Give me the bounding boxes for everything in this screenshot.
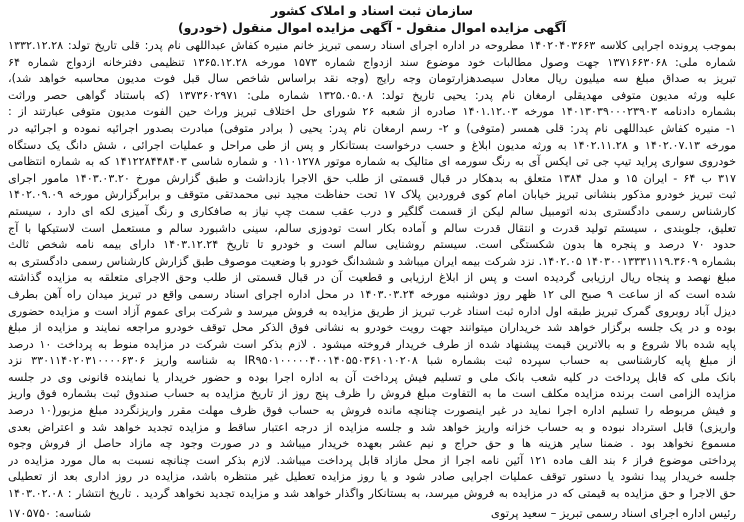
- body-line: مورخه ۱۴۰۲.۰۷.۱۳ و ۱۴۰۲.۱۱.۲۸ به ورثه مدیون ابلاغ و حسب درخواست بستانکار و پس از طی مراحل و عملیات اجرائی ، شش دانگ یک دستگاه: [8, 138, 736, 152]
- notice-footer: [8, 505, 736, 522]
- body-line: کارشناس رسمی دادگستری بدنه اتومبیل سالم لیکن از قسمت گلگیر و درب عقب سمت چپ نیاز به صافکاری و رنگ آمیزی لکه ای دارد ، سیستم: [8, 204, 736, 218]
- body-line: شماره ملی: ۱۳۷۱۶۶۳۰۶۸ جهت وصول مطالبات خود موضوع سند ازدواج شماره ۱۵۷۳ مورخه ۱۳۶۵.۱۲.۲۸ تنظیمی دفترخانه ازدواج شماره ۶۴: [8, 55, 736, 69]
- body-line: ۳۱۷ ب ۶۴ - ایران ۱۵ و مدل ۱۳۸۴ متعلق به بدهکار در قبال قسمتی از طلب حق الاجرا بازداشت و طبق گزارش مورخ ۱۴۰۳.۰۳.۲۰ مامور اجرای: [8, 171, 736, 185]
- notice-id: شناسه: ۱۷۰۵۷۵۰: [8, 505, 92, 520]
- body-line: بانک ملی که قابل پرداخت در کلیه شعب بانک ملی و تسلیم فیش پرداخت آن به اداره اجرا بوده و حضور خریدار یا نماینده قانونی وی در جلسه: [8, 370, 736, 384]
- body-line: بشماره دادنامه ۱۴۰۱۳۰۳۹۰۰۰۲۳۹۰۳ مورخه ۱۴۰۱.۱۲.۰۳ صادره از شعبه ۲۶ شورای حل اختلاف تبریز وراث حین الفوت مدیون متوفی عبارتند از :: [8, 105, 736, 119]
- body-line: مسموع نخواهد بود . ضمنا سایر هزینه ها و حق حراج و نیم عشر بعهده خریدار میباشد و در صورت وجود چه مازاد حاصل از فروش وجوه: [8, 437, 736, 451]
- body-line: و فیش مربوطه را تسلیم اداره اجرا نماید در غیر اینصورت چنانچه مانده فروش به حساب فوق ظرف مهلت مقرر واریزنگردد مبلغ مزبور(۱۰ درصد: [8, 404, 736, 418]
- body-line: پایه شده بالا شروع و به بالاترین قیمت پیشنهاد شده از طرف خریدار فروخته میشود . لازم بذکر است شرکت در مزایده منوط به پرداخت ۱۰ درصد: [8, 337, 736, 351]
- body-line: مبلغ نهصد و پنجاه ریال ارزیابی گردیده است و پس از ابلاغ ارزیابی و قطعیت آن در قبال قسمتی از طلب وحق الاجرای متعلقه به مزایده گذاشته: [8, 271, 736, 285]
- body-line: حدود ۷۰ درصد و پنجره ها بدون شکستگی است. سیستم روشنایی سالم است و خودرو تا تاریخ ۱۴۰۳.۱۲.۲۴ دارای بیمه نامه شخص ثالث: [8, 238, 736, 252]
- signature: رئیس اداره اجرای اسناد رسمی تبریز – سعید پرتوی: [490, 505, 736, 520]
- body-line: بموجب پرونده اجرایی کلاسه ۱۴۰۲۰۴۰۳۶۶۳ مطروحه در اداره اجرای اسناد رسمی تبریز خانم منیره کفاش عبداللهی نام پدر: قلی تاریخ تولد: ۱۳۳۲.۱۲.۲۸: [8, 39, 736, 52]
- notice-body: [8, 38, 736, 503]
- notice-title: آگهی مزایده اموال منقول - آگهی مزایده اموال منقول (خودرو): [177, 20, 567, 35]
- body-line: شده است که از ساعت ۹ صبح الی ۱۲ ظهر روز دوشنبه مورخه ۱۴۰۳.۰۳.۲۴ در محل اداره اجرای اسناد رسمی واقع در تبریز میدان راه آهن بطرف: [8, 287, 736, 301]
- body-line: دیزل آباد روبروی گمرک تبریز طبقه اول اداره ثبت اسناد غرب تبریز از طریق مزایده به فروش میرسد و شرکت برای عموم آزاد است و مزایده حضوری: [8, 304, 736, 318]
- body-line: واریزی) قابل استرداد نبوده و به حساب خزانه واریز خواهد شد و جلسه مزایده از درجه اعتبار ساقط و مزایده تجدید خواهد شد و اعتراض بعدی: [8, 420, 736, 434]
- org-name: سازمان ثبت اسناد و املاک کشور: [271, 3, 473, 18]
- body-line: بشماره ۱۴۰۳۰۰۱۳۳۳۱۱۱۹.۳۶۰۹ ۱۴۰۲.۰۵. نزد شرکت بیمه ایران میباشد و ششدانگ خودرو با وضعیت موصوف طبق گزارش کارشناس رسمی دادگستری به: [8, 254, 736, 268]
- body-line: حق الاجرا و حق مزایده به قیمتی که در مزایده به فروش میرسد، به بستانکار واگذار خواهد شد و مزایده تجدید نخواهد گردید . تاریخ انتشار : ۱۴۰۳.۰۲.۰۸: [8, 487, 736, 501]
- body-line: ثبت تبریز خودرو مذکور بنشانی تبریز خیابان امام کوی فروردین پلاک ۱۷ تحت حفاظت مجید نبی محمدتقی متوقف و برابرگزارش مورخه ۱۴۰۲.۰۹.۰۹: [8, 188, 736, 202]
- body-line: بوده و در یک جلسه برگزار خواهد شد خریداران میتوانند جهت رویت خودرو به نشانی فوق الذکر محل توقف خودرو مراجعه نمایند و مزایده از مبلغ: [8, 321, 736, 335]
- body-line: تبریز به صداق مبلغ سه میلیون ریال معادل سیصدهزارتومان وجه رایج (وجه نقد براساس شاخص سال قبل فوت مدیون محاسبه خواهد شد)،: [8, 72, 736, 86]
- body-line: خودروی سواری پراید تیپ جی تی ایکس آی به رنگ سورمه ای متالیک به شماره موتور ۰۱۱۰۱۲۷۸ و شماره شاسی ۱۴۱۲۲۸۴۴۸۴۰۳ که به شماره انتظامی: [8, 155, 736, 169]
- body-line: جلسه خریدار پیدا نشود یا دستور توقف عملیات اجرایی صادر شود و یا روز مزایده تعطیل غیر منتظره باشد، مزایده در روز اداری بعد از تعطیلی: [8, 470, 736, 484]
- body-line: مزایده الزامی است برنده مزایده مکلف است ما به التفاوت مبلغ فروش را ظرف پنج روز از تاریخ مزایده به حساب صندوق ثبت بشماره فوق واریز: [8, 387, 736, 401]
- body-line: ۱- منیره کفاش عبداللهی نام پدر: قلی همسر (متوفی) و ۲- رسم ارمغان نام پدر: یحیی ( برادر متوفی) مبادرت بصدور اجرائیه نموده و اجرائیه در: [8, 121, 736, 135]
- body-line: تعلیق، جلوبندی ، سیستم تولید قدرت و انتقال قدرت سالم و آماده بکار است تودوزی سالم، سینی داشبورد سالم و مستعمل است لاستیکها با آج: [8, 221, 736, 235]
- body-line: از مبلغ پایه کارشناسی به حساب سپرده ثبت بشماره شبا IR۹۵۰۱۰۰۰۰۰۴۰۰۱۴۰۵۵۰۳۶۱۰۱۰۲۰۸ به شناسه واریز ۳۳۰۱۱۴۰۲۰۳۱۰۰۰۰۶۳۰۶ نزد: [8, 354, 736, 368]
- body-line: پرداختی موضوع فراز ۶ بند الف ماده ۱۲۱ آئین نامه اجرا از محل مازاد قابل پرداخت میباشد. لازم بذکر است چنانچه نسبت به مال مورد مزایده در: [8, 453, 736, 467]
- body-line: علیه ورثه مدیون متوفی مهدیقلی ارمغان نام پدر: یحیی تاریخ تولد: ۱۳۲۵.۰۵.۰۸ شماره ملی: ۱۳۷۳۶۰۲۹۷۱ (که باستناد گواهی حصر وراثت: [8, 88, 736, 102]
